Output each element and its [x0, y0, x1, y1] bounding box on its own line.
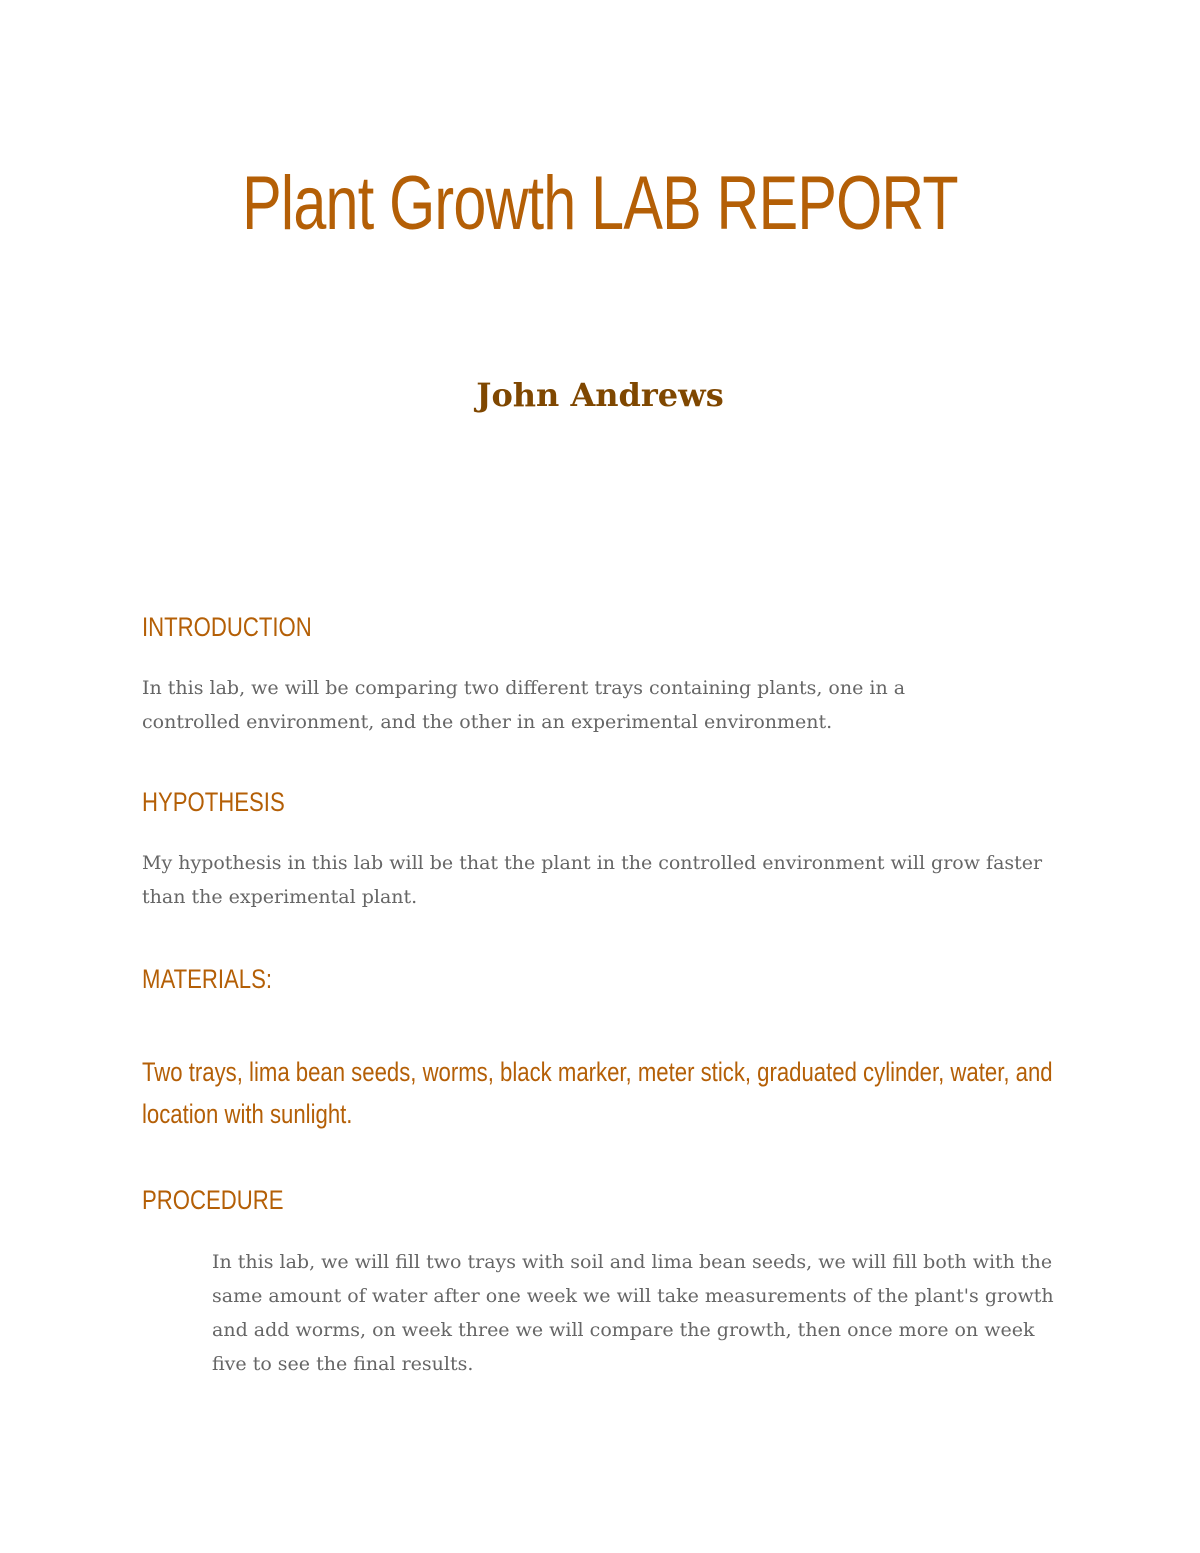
author-name: John Andrews: [476, 376, 724, 414]
materials-heading: MATERIALS:: [142, 964, 273, 994]
introduction-text: In this lab, we will be comparing two different trays containing plants, one in a controlled environment, and the other in an experimental environment.: [142, 677, 906, 733]
procedure-text: In this lab, we will fill two trays with soil and lima bean seeds, we will fill both with the same amount of water after one week we will take measurements of the plant's growth and add worms, on week three we will compare the growth, then once more on week five to see the final results.: [212, 1251, 1054, 1375]
materials-text: Two trays, lima bean seeds, worms, black marker, meter stick, graduated cylinder, water, and location with sunlight.: [142, 1057, 1053, 1129]
document-title: Plant Growth LAB REPORT: [242, 161, 958, 246]
hypothesis-text: My hypothesis in this lab will be that the plant in the controlled environment will grow faster than the experimental plant.: [142, 852, 1043, 908]
hypothesis-heading: HYPOTHESIS: [142, 787, 285, 817]
introduction-heading: INTRODUCTION: [142, 612, 312, 642]
procedure-heading: PROCEDURE: [142, 1185, 284, 1215]
